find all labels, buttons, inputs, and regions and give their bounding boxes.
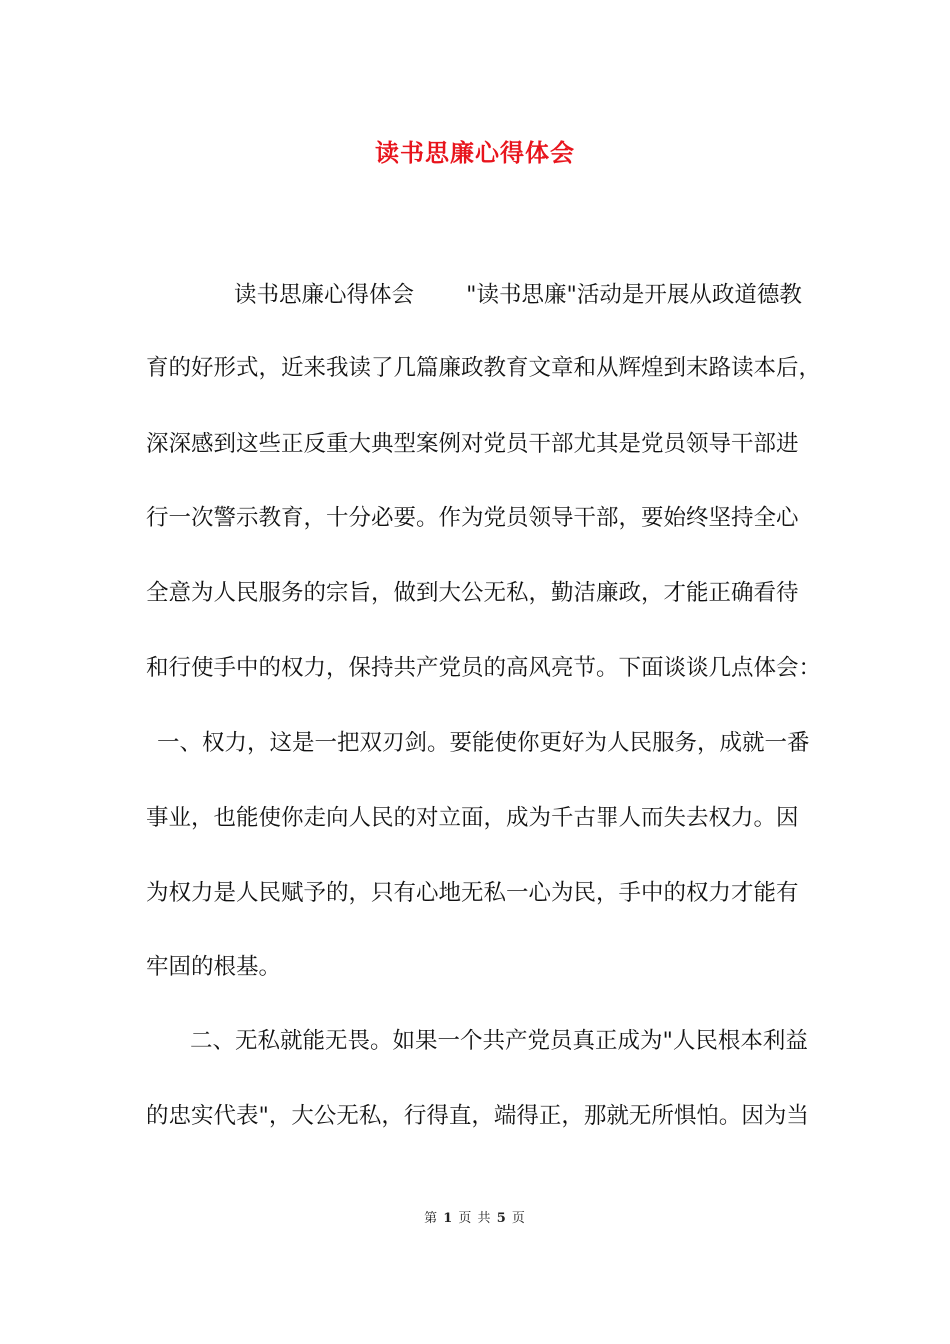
- footer-suffix: 页: [511, 1211, 526, 1226]
- footer-middle: 页 共: [458, 1211, 492, 1226]
- text-line: 和行使手中的权力，保持共产党员的高风亮节。下面谈谈几点体会：: [146, 655, 822, 681]
- text-line: 的忠实代表"，大公无私，行得直，端得正，那就无所惧怕。因为当: [146, 1103, 809, 1129]
- text-line: 全意为人民服务的宗旨，做到大公无私，勤洁廉政，才能正确看待: [146, 580, 799, 606]
- text-line: 行一次警示教育，十分必要。作为党员领导干部，要始终坚持全心: [146, 505, 799, 531]
- text-line: 一、权力，这是一把双刃剑。要能使你更好为人民服务，成就一番: [157, 730, 810, 756]
- text-line: 牢固的根基。: [146, 954, 282, 980]
- footer-total-pages: 5: [496, 1211, 507, 1226]
- text-line: 事业，也能使你走向人民的对立面，成为千古罪人而失去权力。因: [146, 805, 799, 831]
- text-line: 为权力是人民赋予的，只有心地无私一心为民，手中的权力才能有: [146, 880, 799, 906]
- text-line: 二、无私就能无畏。如果一个共产党员真正成为"人民根本利益: [190, 1028, 808, 1054]
- text-line: 育的好形式，近来我读了几篇廉政教育文章和从辉煌到末路读本后，: [146, 355, 822, 381]
- footer-page-number: 1: [443, 1211, 454, 1226]
- text-line: 读书思廉心得体会 "读书思廉"活动是开展从政道德教: [234, 282, 802, 308]
- page-footer: [0, 1209, 950, 1229]
- document-title: 读书思廉心得体会: [375, 138, 575, 167]
- text-line: 深深感到这些正反重大典型案例对党员干部尤其是党员领导干部进: [146, 431, 799, 457]
- footer-prefix: 第: [424, 1211, 439, 1226]
